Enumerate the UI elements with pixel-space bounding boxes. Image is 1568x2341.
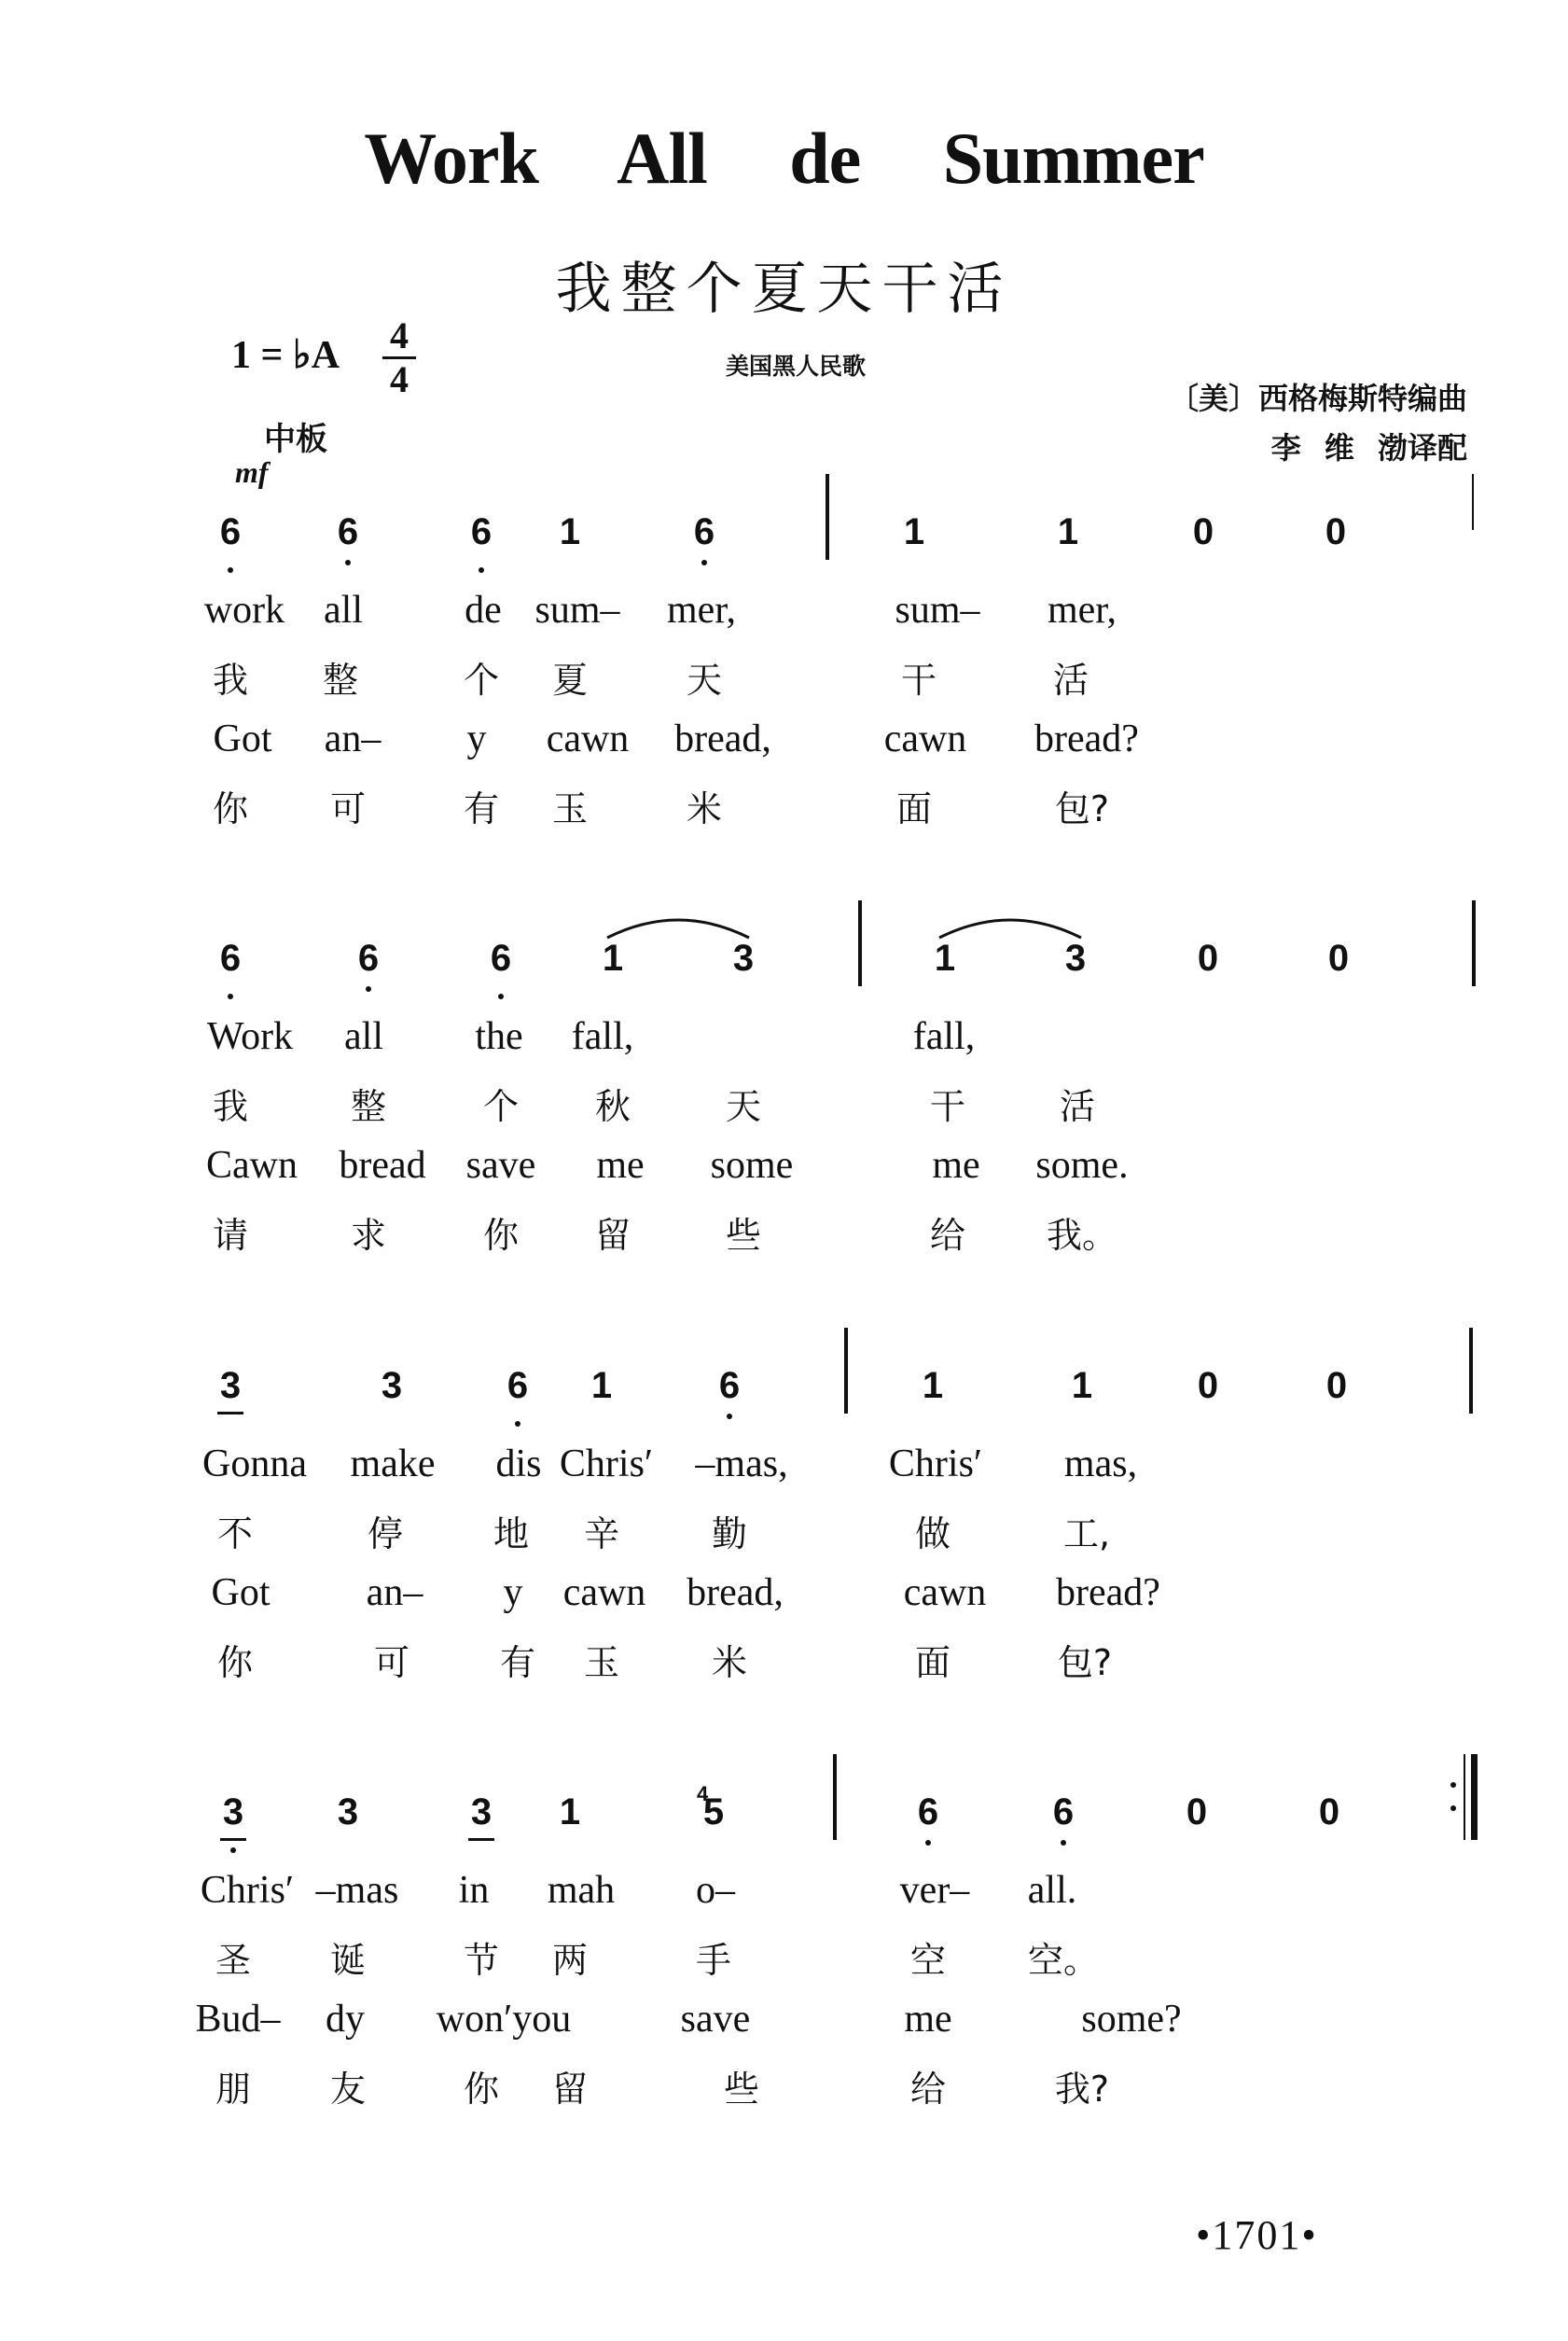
english-lyric: Gonna: [202, 1442, 307, 1485]
octave-dot: [479, 567, 484, 573]
jianpu-note: 6: [357, 938, 380, 979]
jianpu-note: 0: [1197, 938, 1219, 979]
jianpu-note: 0: [1325, 511, 1347, 552]
chinese-lyric: 包?: [1057, 1642, 1113, 1683]
chinese-lyric: 活: [1052, 660, 1089, 701]
english-lyric: all: [344, 1015, 383, 1058]
jianpu-note: 6: [1052, 1791, 1075, 1832]
chinese-lyric: 我。: [1046, 1215, 1118, 1256]
chinese-lyric: 不: [216, 1513, 254, 1554]
english-lyric: y: [466, 718, 487, 760]
english-lyric: mah: [547, 1869, 616, 1912]
barline: [858, 900, 862, 986]
slur: [604, 908, 753, 945]
chinese-lyric: 我: [212, 1086, 249, 1127]
chinese-lyric: 你: [463, 2069, 500, 2110]
jianpu-note: 1: [559, 1791, 581, 1832]
jianpu-note: 6: [506, 1365, 529, 1406]
jianpu-note: 0: [1318, 1791, 1340, 1832]
chinese-lyric: 整: [322, 660, 359, 701]
english-lyric: ver–: [899, 1869, 970, 1912]
barline: [1472, 900, 1476, 986]
jianpu-note: 3: [1064, 938, 1087, 979]
chinese-lyric: 面: [914, 1642, 951, 1683]
jianpu-note: 6: [337, 511, 359, 552]
dynamics-marking: mf: [235, 455, 269, 489]
english-lyric: Chris′: [559, 1442, 654, 1485]
note-underline: [217, 1412, 243, 1414]
chinese-lyric: 给: [929, 1215, 966, 1256]
chinese-lyric: 朋: [215, 2069, 252, 2110]
english-lyric: fall,: [571, 1015, 634, 1058]
english-lyric: save: [465, 1144, 536, 1187]
english-lyric: bread,: [687, 1571, 784, 1614]
chinese-lyric: 天: [725, 1086, 762, 1127]
english-lyric: Got: [211, 1571, 271, 1614]
arranger-credit: 〔美〕西格梅斯特编曲: [1168, 381, 1467, 416]
octave-dot: [366, 986, 371, 992]
chinese-lyric: 留: [551, 2069, 589, 2110]
chinese-lyric: 工,: [1062, 1513, 1111, 1554]
octave-dot: [230, 1847, 236, 1853]
jianpu-note: 5: [702, 1791, 725, 1832]
jianpu-note: 6: [693, 511, 715, 552]
barline: [844, 1328, 848, 1414]
chinese-lyric: 辛: [583, 1513, 620, 1554]
english-lyric: Chris′: [888, 1442, 983, 1485]
english-lyric: bread: [339, 1144, 426, 1187]
english-lyric: an–: [324, 718, 382, 760]
chinese-lyric: 玉: [583, 1642, 620, 1683]
chinese-lyric: 诞: [329, 1940, 367, 1981]
english-lyric: mer,: [1047, 589, 1117, 632]
jianpu-note: 3: [732, 938, 755, 979]
jianpu-note: 1: [922, 1365, 944, 1406]
chinese-lyric: 包?: [1054, 788, 1110, 829]
chinese-lyric: 手: [695, 1940, 732, 1981]
octave-dot: [515, 1421, 520, 1427]
jianpu-note: 1: [590, 1365, 613, 1406]
english-lyric: cawn: [903, 1571, 987, 1614]
english-lyric: an–: [366, 1571, 423, 1614]
chinese-lyric: 节: [463, 1940, 500, 1981]
english-lyric: the: [475, 1015, 523, 1058]
jianpu-note: 3: [337, 1791, 359, 1832]
english-lyric: cawn: [562, 1571, 646, 1614]
english-lyric: work: [203, 589, 285, 632]
jianpu-note: 0: [1186, 1791, 1208, 1832]
english-lyric: dis: [495, 1442, 542, 1485]
repeat-dot: [1450, 1782, 1456, 1788]
english-lyric: some?: [1081, 1998, 1182, 2041]
jianpu-note: 3: [381, 1365, 403, 1406]
english-lyric: o–: [696, 1869, 735, 1912]
time-signature-bottom: 4: [390, 358, 409, 400]
english-lyric: cawn: [883, 718, 967, 760]
english-lyric: Bud–: [195, 1998, 281, 2041]
chinese-lyric: 做: [914, 1513, 951, 1554]
chinese-lyric: 面: [895, 788, 933, 829]
chinese-lyric: 米: [711, 1642, 748, 1683]
barline: [1469, 1328, 1473, 1414]
chinese-lyric: 些: [723, 2069, 760, 2110]
chinese-lyric: 我: [212, 660, 249, 701]
jianpu-note: 1: [1057, 511, 1079, 552]
english-lyric: sum–: [534, 589, 620, 632]
jianpu-note: 1: [934, 938, 956, 979]
english-lyric: me: [596, 1144, 645, 1187]
chinese-lyric: 秋: [594, 1086, 631, 1127]
english-lyric: me: [904, 1998, 952, 2041]
chinese-lyric: 些: [725, 1215, 762, 1256]
repeat-end-thick-barline: [1471, 1754, 1478, 1840]
english-lyric: all: [324, 589, 363, 632]
english-lyric: save: [680, 1998, 751, 2041]
chinese-lyric: 留: [594, 1215, 631, 1256]
key-signature: 1 = ♭A: [231, 334, 340, 377]
jianpu-note: 1: [1071, 1365, 1093, 1406]
page-number: •1701•: [1196, 2212, 1318, 2258]
chinese-lyric: 地: [493, 1513, 530, 1554]
english-lyric: bread,: [674, 718, 771, 760]
chinese-lyric: 停: [367, 1513, 404, 1554]
repeat-dot: [1450, 1805, 1456, 1811]
slur: [936, 908, 1085, 945]
jianpu-note: 1: [559, 511, 581, 552]
note-underline: [468, 1838, 494, 1841]
chinese-lyric: 你: [216, 1642, 254, 1683]
chinese-lyric: 我?: [1054, 2069, 1110, 2110]
grace-note: 4: [697, 1782, 709, 1805]
english-lyric: dy: [326, 1998, 365, 2041]
chinese-lyric: 整: [350, 1086, 387, 1127]
english-lyric: –mas,: [695, 1442, 788, 1485]
jianpu-note: 0: [1325, 1365, 1348, 1406]
chinese-lyric: 有: [463, 788, 500, 829]
barline: [1472, 474, 1474, 530]
jianpu-note: 1: [903, 511, 925, 552]
chinese-lyric: 玉: [551, 788, 589, 829]
english-lyric: bread?: [1056, 1571, 1160, 1614]
octave-dot: [1061, 1840, 1066, 1846]
tempo-marking: 中板: [264, 421, 327, 458]
english-lyric: bread?: [1034, 718, 1139, 760]
english-lyric: Got: [213, 718, 272, 760]
english-lyric: all.: [1027, 1869, 1077, 1912]
english-lyric: some.: [1035, 1144, 1129, 1187]
chinese-lyric: 勤: [711, 1513, 748, 1554]
chinese-lyric: 可: [373, 1642, 410, 1683]
english-lyric: sum–: [895, 589, 980, 632]
english-lyric: won′you: [436, 1998, 572, 2041]
english-lyric: me: [932, 1144, 980, 1187]
jianpu-note: 6: [219, 511, 242, 552]
jianpu-note: 0: [1192, 511, 1214, 552]
english-lyric: fall,: [912, 1015, 976, 1058]
english-lyric: some: [710, 1144, 794, 1187]
octave-dot: [498, 994, 504, 999]
jianpu-note: 1: [602, 938, 624, 979]
english-lyric: make: [350, 1442, 436, 1485]
english-lyric: Cawn: [206, 1144, 298, 1187]
note-underline: [220, 1838, 246, 1841]
english-lyric: mer,: [666, 589, 737, 632]
chinese-lyric: 友: [329, 2069, 367, 2110]
barline: [826, 474, 829, 560]
jianpu-note: 6: [470, 511, 493, 552]
chinese-lyric: 活: [1059, 1086, 1096, 1127]
octave-dot: [228, 994, 233, 999]
chinese-lyric: 空。: [1027, 1940, 1100, 1981]
chinese-lyric: 有: [499, 1642, 536, 1683]
chinese-lyric: 天: [686, 660, 723, 701]
jianpu-note: 3: [470, 1791, 493, 1832]
english-lyric: in: [458, 1869, 490, 1912]
english-lyric: de: [465, 589, 502, 632]
chinese-lyric: 你: [482, 1215, 520, 1256]
chinese-lyric: 给: [909, 2069, 947, 2110]
repeat-end-thin-barline: [1464, 1754, 1465, 1840]
english-lyric: cawn: [546, 718, 630, 760]
jianpu-note: 0: [1197, 1365, 1219, 1406]
octave-dot: [727, 1414, 732, 1419]
jianpu-note: 0: [1327, 938, 1350, 979]
chinese-lyric: 请: [212, 1215, 249, 1256]
octave-dot: [228, 567, 233, 573]
chinese-lyric: 求: [350, 1215, 387, 1256]
jianpu-note: 6: [917, 1791, 939, 1832]
song-origin: 美国黑人民歌: [726, 353, 867, 380]
jianpu-note: 6: [718, 1365, 741, 1406]
chinese-lyric: 个: [482, 1086, 520, 1127]
octave-dot: [701, 560, 707, 565]
english-lyric: –mas: [315, 1869, 399, 1912]
time-signature: [381, 314, 418, 400]
jianpu-note: 3: [219, 1365, 242, 1406]
song-title-english: Work All de Summer: [364, 118, 1204, 199]
translator-credit: 李 维 渤译配: [1270, 430, 1467, 466]
chinese-lyric: 干: [929, 1086, 966, 1127]
chinese-lyric: 个: [463, 660, 500, 701]
english-lyric: Chris′: [200, 1869, 295, 1912]
jianpu-note: 6: [490, 938, 512, 979]
chinese-lyric: 可: [329, 788, 367, 829]
chinese-lyric: 圣: [215, 1940, 252, 1981]
octave-dot: [925, 1840, 931, 1846]
chinese-lyric: 两: [551, 1940, 589, 1981]
chinese-lyric: 夏: [551, 660, 589, 701]
barline: [833, 1754, 837, 1840]
time-signature-top: 4: [390, 314, 409, 356]
song-title-chinese: 我整个夏天干活: [555, 257, 1013, 322]
jianpu-note: 6: [219, 938, 242, 979]
chinese-lyric: 米: [686, 788, 723, 829]
english-lyric: Work: [206, 1015, 294, 1058]
jianpu-note: 3: [222, 1791, 244, 1832]
chinese-lyric: 干: [900, 660, 937, 701]
english-lyric: mas,: [1063, 1442, 1138, 1485]
english-lyric: y: [503, 1571, 523, 1614]
chinese-lyric: 空: [909, 1940, 947, 1981]
chinese-lyric: 你: [212, 788, 249, 829]
octave-dot: [345, 560, 351, 565]
